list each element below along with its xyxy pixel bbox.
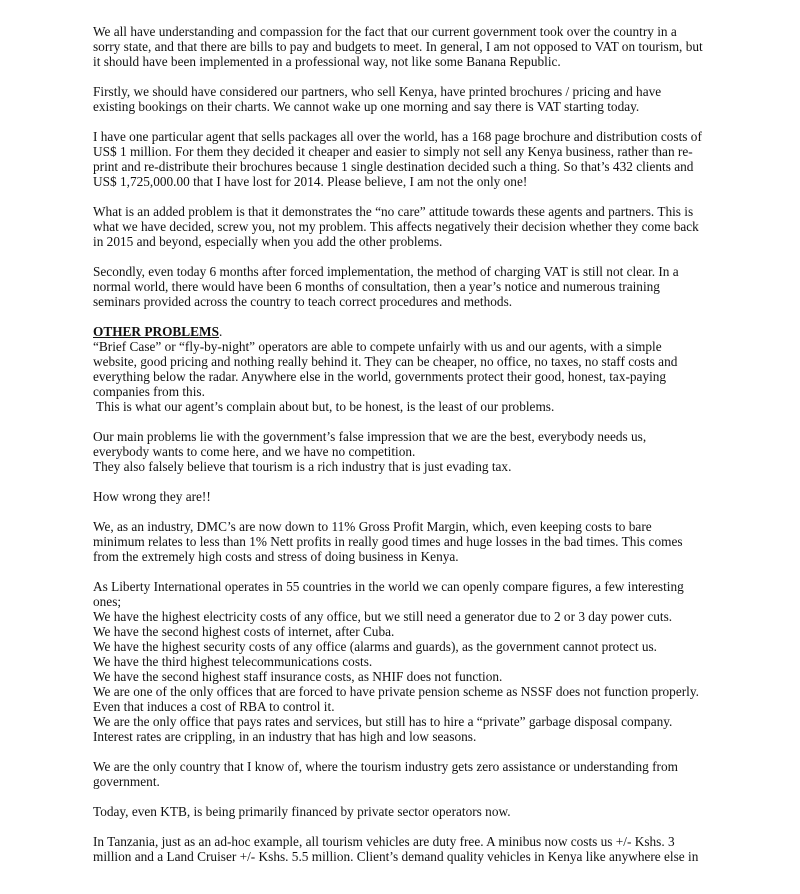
paragraph-agent-example: I have one particular agent that sells packages all over the world, has a 168 page brochure and distribution costs of US$ 1 million. For them they decided it cheaper and easier to simply not sell any Kenya business, rather than re-print and re-distribute their brochures because 1 single destination decided such a thing. So that’s 432 clients and US$ 1,725,000.00 that I have lost for 2014. Please believe, I am not the only one!	[93, 129, 702, 189]
paragraph-agent-complaint: This is what our agent’s complain about but, to be honest, is the least of our problems.	[96, 399, 555, 414]
paragraph-gap	[93, 789, 705, 804]
document-page	[93, 24, 705, 864]
list-item-staff-insurance: We have the second highest staff insurance costs, as NHIF does not function.	[93, 669, 503, 684]
paragraph-no-care-attitude: What is an added problem is that it demonstrates the “no care” attitude towards these agents and partners. This is what we have decided, screw you, not my problem. This affects negatively their decision whether they come back in 2015 and beyond, especially when you add the other problems.	[93, 204, 699, 249]
section-heading-other-problems: OTHER PROBLEMS	[93, 324, 219, 339]
paragraph-gap	[93, 474, 705, 489]
paragraph-gap	[93, 249, 705, 264]
paragraph-gap	[93, 504, 705, 519]
list-item-security: We have the highest security costs of any office (alarms and guards), as the government cannot protect us.	[93, 639, 657, 654]
paragraph-partners: Firstly, we should have considered our partners, who sell Kenya, have printed brochures / pricing and have existing bookings on their charts. We cannot wake up one morning and say there is VAT starting today.	[93, 84, 662, 114]
paragraph-zero-assistance: We are the only country that I know of, where the tourism industry gets zero assistance or understanding from government.	[93, 759, 678, 789]
paragraph-gap	[93, 309, 705, 324]
paragraph-gap	[93, 744, 705, 759]
paragraph-ktb-financing: Today, even KTB, is being primarily financed by private sector operators now.	[93, 804, 511, 819]
paragraph-false-belief: They also falsely believe that tourism is a rich industry that is just evading tax.	[93, 459, 512, 474]
paragraph-how-wrong: How wrong they are!!	[93, 489, 211, 504]
paragraph-gap	[93, 69, 705, 84]
paragraph-tanzania-example: In Tanzania, just as an ad-hoc example, all tourism vehicles are duty free. A minibus now costs us +/- Kshs. 3 million and a Land Cruiser +/- Kshs. 5.5 million. Client’s demand quality vehicles in Kenya like anywhere else in	[93, 834, 699, 864]
paragraph-fly-by-night: “Brief Case” or “fly-by-night” operators are able to compete unfairly with us and our agents, with a simple website, good pricing and nothing really behind it. They can be cheaper, no office, no taxes, no staff costs and everything below the radar. Anywhere else in the world, governments protect their good, honest, tax-paying companies from this.	[93, 339, 678, 399]
list-item-pension: We are one of the only offices that are forced to have private pension scheme as NSSF does not function properly. Even that induces a cost of RBA to control it.	[93, 684, 699, 714]
paragraph-gap	[93, 414, 705, 429]
section-heading-suffix: .	[218, 324, 223, 339]
list-item-interest-rates: Interest rates are crippling, in an industry that has high and low seasons.	[93, 729, 477, 744]
paragraph-vat-method: Secondly, even today 6 months after forced implementation, the method of charging VAT is still not clear. In a normal world, there would have been 6 months of consultation, then a year’s notice and numerous training seminars provided across the country to teach correct procedures and methods.	[93, 264, 679, 309]
paragraph-gap	[93, 819, 705, 834]
paragraph-liberty-comparison: As Liberty International operates in 55 countries in the world we can openly compare figures, a few interesting ones;	[93, 579, 684, 609]
paragraph-main-problems: Our main problems lie with the government’s false impression that we are the best, everybody needs us, everybody wants to come here, and we have no competition.	[93, 429, 647, 459]
paragraph-gap	[93, 564, 705, 579]
section-heading-line	[93, 324, 705, 339]
list-item-rates-services: We are the only office that pays rates and services, but still has to hire a “private” garbage disposal company.	[93, 714, 673, 729]
paragraph-profit-margin: We, as an industry, DMC’s are now down to 11% Gross Profit Margin, which, even keeping costs to bare minimum relates to less than 1% Nett profits in really good times and huge losses in the bad times. This comes from the extremely high costs and stress of doing business in Kenya.	[93, 519, 683, 564]
list-item-electricity: We have the highest electricity costs of any office, but we still need a generator due to 2 or 3 day power cuts.	[93, 609, 673, 624]
paragraph-gap	[93, 114, 705, 129]
list-item-telecommunications: We have the third highest telecommunications costs.	[93, 654, 373, 669]
list-item-internet: We have the second highest costs of internet, after Cuba.	[93, 624, 395, 639]
paragraph-gap	[93, 189, 705, 204]
paragraph-vat-intro: We all have understanding and compassion for the fact that our current government took over the country in a sorry state, and that there are bills to pay and budgets to meet. In general, I am not opposed to VAT on tourism, but it should have been implemented in a professional way, not like some Banana Republic.	[93, 24, 703, 69]
